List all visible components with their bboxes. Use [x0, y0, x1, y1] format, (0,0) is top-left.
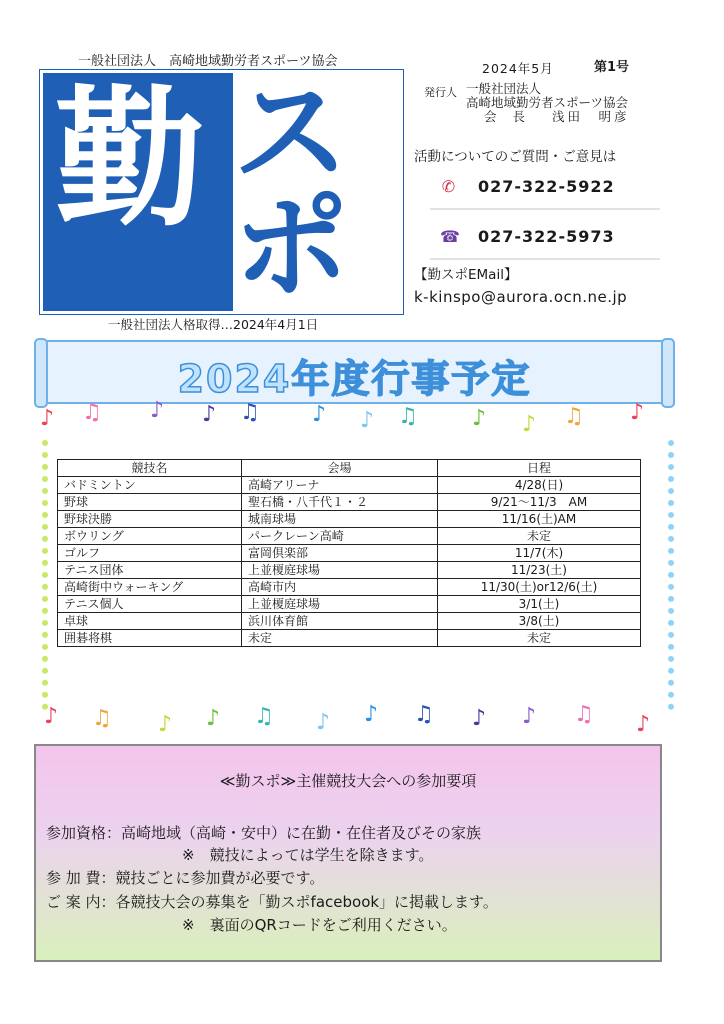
- table-row: [58, 477, 641, 494]
- divider: [430, 208, 660, 210]
- banner-title: 2024年度行事予定: [177, 357, 532, 401]
- music-note-icon: ♫: [414, 702, 434, 727]
- venue: 上並榎庭球場: [242, 596, 438, 613]
- event-name: 卓球: [58, 613, 242, 630]
- table-row: [58, 528, 641, 545]
- org-name-top: 一般社団法人 高崎地域勤労者スポーツ協会: [78, 54, 338, 69]
- music-note-icon: ♫: [92, 706, 112, 731]
- event-date: 3/8(土): [438, 613, 641, 630]
- fee-row: [46, 867, 324, 888]
- event-date: 未定: [438, 528, 641, 545]
- music-note-icon: ♪: [40, 406, 55, 431]
- music-note-icon: ♪: [360, 408, 375, 433]
- venue: 城南球場: [242, 511, 438, 528]
- music-note-icon: ♪: [522, 704, 537, 729]
- music-note-icon: ♪: [206, 706, 221, 731]
- founded-date: 一般社団法人格取得…2024年4月1日: [108, 317, 319, 332]
- event-name: 野球: [58, 494, 242, 511]
- table-row: [58, 630, 641, 647]
- contact-intro: 活動についてのご質問・ご意見は: [414, 149, 617, 165]
- event-date: 4/28(日): [438, 477, 641, 494]
- music-note-icon: ♫: [254, 704, 274, 729]
- event-date: 11/16(土)AM: [438, 511, 641, 528]
- music-note-icon: ♪: [316, 710, 331, 735]
- venue: 高崎市内: [242, 579, 438, 596]
- guide-label: ご 案 内：: [46, 893, 116, 911]
- music-note-icon: ♪: [472, 706, 487, 731]
- event-date: 未定: [438, 630, 641, 647]
- qualification-row: [46, 822, 481, 843]
- email-address[interactable]: k-kinspo@aurora.ocn.ne.jp: [414, 288, 628, 306]
- music-note-icon: ♪: [44, 704, 59, 729]
- music-note-icon: ♫: [240, 400, 260, 425]
- music-note-icon: ♪: [312, 402, 327, 427]
- issue-number: 第1号: [594, 60, 630, 75]
- table-row: [58, 545, 641, 562]
- music-notes-bottom: [40, 704, 670, 738]
- divider: [430, 258, 660, 260]
- schedule-table: [57, 459, 641, 647]
- table-row: [58, 562, 641, 579]
- fax-icon: ☎: [440, 227, 461, 246]
- table-row: [58, 596, 641, 613]
- table-row: [58, 511, 641, 528]
- music-note-icon: ♫: [574, 702, 594, 727]
- music-note-icon: ♪: [202, 402, 217, 427]
- publisher-role: 会 長: [484, 109, 531, 124]
- qualification-label: 参加資格：: [46, 824, 122, 842]
- fee-text: 競技ごとに参加費が必要です。: [115, 869, 325, 887]
- music-note-icon: ♪: [158, 712, 173, 737]
- logo-kana-su: ス: [233, 66, 349, 201]
- event-date: 9/21～11/3 AM: [438, 494, 641, 511]
- music-notes-top: [40, 398, 670, 437]
- publisher-org-type: 一般社団法人: [466, 81, 542, 96]
- column-header-venue: 会場: [242, 460, 438, 477]
- title-banner: [40, 340, 669, 404]
- venue: 未定: [242, 630, 438, 647]
- music-note-icon: ♪: [636, 712, 651, 737]
- venue: 上並榎庭球場: [242, 562, 438, 579]
- music-note-icon: ♫: [82, 400, 102, 425]
- event-date: 11/23(土): [438, 562, 641, 579]
- table-row: [58, 579, 641, 596]
- guide-row: [46, 891, 498, 912]
- music-note-icon: ♫: [564, 404, 584, 429]
- logo-kanji: 勤: [55, 73, 206, 247]
- event-name: バドミントン: [58, 477, 242, 494]
- venue: パークレーン高崎: [242, 528, 438, 545]
- event-name: 野球決勝: [58, 511, 242, 528]
- event-name: ボウリング: [58, 528, 242, 545]
- logo-kana-po: ポ: [233, 179, 349, 315]
- fax-row: [440, 227, 615, 246]
- column-header-event: 競技名: [58, 460, 242, 477]
- event-date: 11/7(木): [438, 545, 641, 562]
- event-date: 11/30(土)or12/6(土): [438, 579, 641, 596]
- event-name: テニス個人: [58, 596, 242, 613]
- event-name: テニス団体: [58, 562, 242, 579]
- guide-note: ※ 裏面のQRコードをご利用ください。: [182, 916, 457, 934]
- column-header-date: 日程: [438, 460, 641, 477]
- phone-icon: ✆: [441, 177, 457, 196]
- fax-number[interactable]: 027-322-5973: [478, 227, 615, 246]
- entry-requirements-box: [34, 744, 662, 962]
- music-note-icon: ♪: [522, 412, 537, 437]
- table-header-row: [58, 460, 641, 477]
- phone-row: [440, 177, 615, 196]
- kinspo-logo: [40, 66, 403, 315]
- venue: 浜川体育館: [242, 613, 438, 630]
- table-row: [58, 494, 641, 511]
- event-name: 高崎街中ウォーキング: [58, 579, 242, 596]
- music-note-icon: ♪: [150, 398, 165, 423]
- publisher-label: 発行人: [424, 86, 457, 99]
- music-note-icon: ♪: [630, 400, 645, 425]
- phone-number[interactable]: 027-322-5922: [478, 177, 615, 196]
- guide-text: 各競技大会の募集を「勤スポfacebook」に掲載します。: [115, 893, 498, 911]
- venue: 聖石橋・八千代１・２: [242, 494, 438, 511]
- music-note-icon: ♪: [472, 406, 487, 431]
- email-label: 【勤スポEMail】: [414, 267, 518, 283]
- music-note-icon: ♪: [364, 702, 379, 727]
- fee-label: 参 加 費：: [46, 869, 116, 887]
- logo-kana: [233, 66, 403, 315]
- publisher-org-name: 高崎地域勤労者スポーツ協会: [466, 95, 629, 110]
- entry-title: ≪勤スポ≫主催競技大会への参加要項: [219, 772, 477, 790]
- venue: 高崎アリーナ: [242, 477, 438, 494]
- qualification-note: ※ 競技によっては学生を除きます。: [182, 846, 434, 864]
- music-note-icon: ♫: [398, 404, 418, 429]
- event-name: ゴルフ: [58, 545, 242, 562]
- issue-date: 2024年5月: [482, 61, 554, 76]
- qualification-text: 高崎地域（高崎・安中）に在勤・在住者及びその家族: [121, 824, 482, 842]
- venue: 富岡倶楽部: [242, 545, 438, 562]
- table-row: [58, 613, 641, 630]
- publisher-name: 浅田 明彦: [552, 109, 630, 124]
- event-name: 囲碁将棋: [58, 630, 242, 647]
- event-date: 3/1(土): [438, 596, 641, 613]
